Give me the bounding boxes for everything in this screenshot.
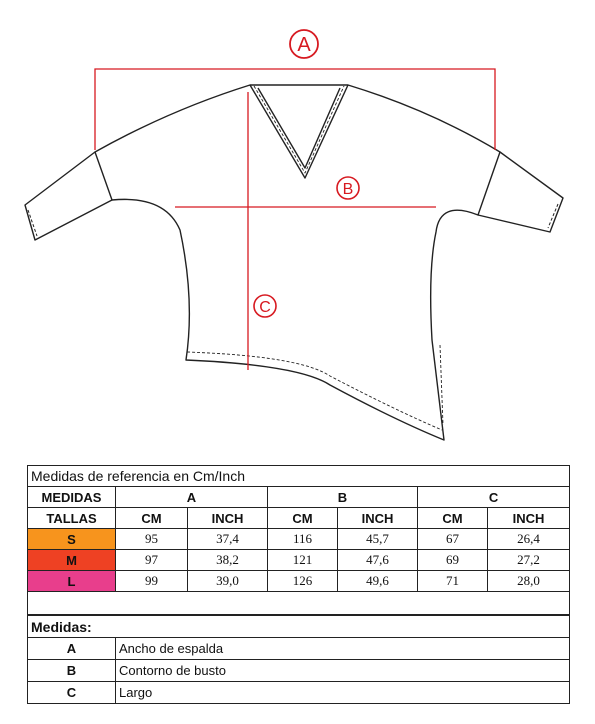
unit-header: CM [418, 508, 488, 529]
legend-description: Ancho de espalda [116, 638, 570, 660]
value-cell: 69 [418, 550, 488, 571]
table-row [28, 529, 570, 550]
group-header-b: B [268, 487, 418, 508]
legend-row [28, 660, 570, 682]
measures-legend-table [27, 615, 570, 704]
value-cell: 47,6 [338, 550, 418, 571]
measurement-lines [95, 69, 495, 370]
value-cell: 38,2 [188, 550, 268, 571]
size-chart-table [27, 465, 570, 615]
legend-description: Largo [116, 682, 570, 704]
group-header-c: C [418, 487, 570, 508]
value-cell: 67 [418, 529, 488, 550]
legend-title: Medidas: [28, 616, 570, 638]
value-cell: 97 [116, 550, 188, 571]
size-cell-m: M [28, 550, 116, 571]
size-chart-title: Medidas de referencia en Cm/Inch [28, 466, 570, 487]
spacer-cell [28, 592, 570, 615]
legend-key: C [28, 682, 116, 704]
legend-description: Contorno de busto [116, 660, 570, 682]
value-cell: 99 [116, 571, 188, 592]
label-c: C [259, 299, 271, 316]
unit-header: CM [116, 508, 188, 529]
unit-header: INCH [338, 508, 418, 529]
value-cell: 27,2 [488, 550, 570, 571]
measure-a-line [95, 69, 495, 150]
value-cell: 49,6 [338, 571, 418, 592]
label-b: B [342, 181, 354, 198]
table-row [28, 571, 570, 592]
tallas-header: TALLAS [28, 508, 116, 529]
value-cell: 126 [268, 571, 338, 592]
unit-header: INCH [488, 508, 570, 529]
size-cell-s: S [28, 529, 116, 550]
table-spacer-row [28, 592, 570, 615]
legend-row [28, 638, 570, 660]
value-cell: 26,4 [488, 529, 570, 550]
size-cell-l: L [28, 571, 116, 592]
medidas-header: MEDIDAS [28, 487, 116, 508]
group-header-a: A [116, 487, 268, 508]
unit-header: INCH [188, 508, 268, 529]
value-cell: 121 [268, 550, 338, 571]
value-cell: 95 [116, 529, 188, 550]
legend-key: A [28, 638, 116, 660]
value-cell: 71 [418, 571, 488, 592]
value-cell: 39,0 [188, 571, 268, 592]
table-row [28, 550, 570, 571]
label-a: A [297, 34, 311, 56]
value-cell: 116 [268, 529, 338, 550]
value-cell: 28,0 [488, 571, 570, 592]
value-cell: 45,7 [338, 529, 418, 550]
value-cell: 37,4 [188, 529, 268, 550]
unit-header: CM [268, 508, 338, 529]
legend-key: B [28, 660, 116, 682]
legend-row [28, 682, 570, 704]
sweater-outline [25, 85, 563, 440]
